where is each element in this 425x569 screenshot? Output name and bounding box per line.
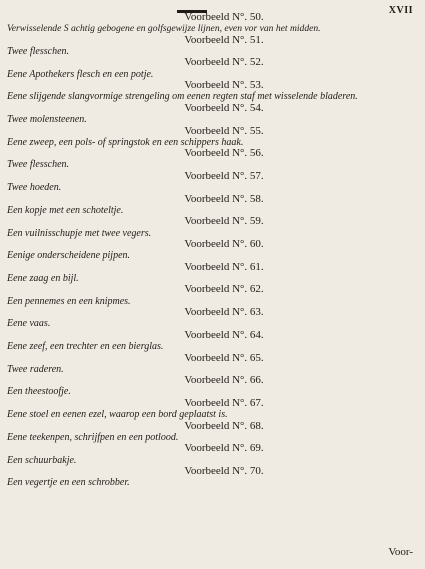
example-heading: Voorbeeld N°. 60. bbox=[184, 238, 264, 251]
list-item bbox=[7, 307, 411, 330]
list-item bbox=[7, 284, 411, 307]
example-heading: Voorbeeld N°. 70. bbox=[184, 465, 264, 478]
example-heading: Voorbeeld N°. 63. bbox=[184, 306, 264, 319]
example-description: Eene slijgende slangvormige strengeling om eenen regten staf met wisselende bladeren. bbox=[7, 91, 358, 103]
example-heading: Voorbeeld N°. 58. bbox=[184, 192, 264, 205]
example-description: Twee molensteenen. bbox=[7, 114, 87, 126]
example-heading: Voorbeeld N°. 68. bbox=[184, 419, 264, 432]
example-description: Eene zweep, een pols- of springstok en een schippers haak. bbox=[7, 136, 244, 148]
list-item bbox=[7, 194, 411, 217]
list-item bbox=[7, 103, 411, 126]
list-item bbox=[7, 239, 411, 262]
example-description: Twee flesschen. bbox=[7, 159, 70, 171]
example-description: Een schuurbakje. bbox=[7, 454, 77, 466]
example-description: Eene Apothekers flesch en een potje. bbox=[7, 68, 154, 80]
list-item bbox=[7, 421, 411, 444]
example-heading: Voorbeeld N°. 62. bbox=[184, 283, 264, 296]
example-heading: Voorbeeld N°. 51. bbox=[184, 33, 264, 46]
example-heading: Voorbeeld N°. 61. bbox=[184, 260, 264, 273]
example-description: Eene teekenpen, schrijfpen en een potlood. bbox=[7, 431, 179, 443]
example-description: Een pennemes en een knipmes. bbox=[7, 295, 131, 307]
list-item bbox=[7, 148, 411, 171]
example-heading: Voorbeeld N°. 50. bbox=[184, 11, 264, 23]
list-item bbox=[7, 443, 411, 466]
example-heading: Voorbeeld N°. 65. bbox=[184, 351, 264, 364]
list-item bbox=[7, 398, 411, 421]
example-heading: Voorbeeld N°. 54. bbox=[184, 101, 264, 114]
list-item bbox=[7, 35, 411, 58]
example-description: Eene stoel en eenen ezel, waarop een bord geplaatst is. bbox=[7, 409, 228, 421]
list-item bbox=[7, 12, 411, 35]
list-item bbox=[7, 126, 411, 149]
example-description: Een vuilnisschupje met twee vegers. bbox=[7, 227, 152, 239]
example-heading: Voorbeeld N°. 66. bbox=[184, 374, 264, 387]
example-heading: Voorbeeld N°. 64. bbox=[184, 328, 264, 341]
example-heading: Voorbeeld N°. 55. bbox=[184, 124, 264, 137]
example-description: Een vegertje en een schrobber. bbox=[7, 477, 130, 489]
list-item bbox=[7, 80, 411, 103]
list-item bbox=[7, 262, 411, 285]
example-description: Twee hoeden. bbox=[7, 182, 62, 194]
list-item bbox=[7, 375, 411, 398]
example-heading: Voorbeeld N°. 56. bbox=[184, 147, 264, 160]
list-item bbox=[7, 466, 411, 489]
example-heading: Voorbeeld N°. 53. bbox=[184, 79, 264, 92]
example-description: Twee flesschen. bbox=[7, 45, 70, 57]
example-description: Verwisselende S achtig gebogene en golfsgewijze lijnen, even vor van het midden. bbox=[7, 23, 321, 35]
page-number: XVII bbox=[388, 5, 413, 16]
example-description: Eene zeef, een trechter en een bierglas. bbox=[7, 341, 164, 353]
example-list bbox=[7, 12, 411, 489]
example-description: Eenige onderscheidene pijpen. bbox=[7, 250, 131, 262]
example-heading: Voorbeeld N°. 67. bbox=[184, 396, 264, 409]
list-item bbox=[7, 171, 411, 194]
catchword: Voor- bbox=[388, 546, 413, 558]
example-heading: Voorbeeld N°. 52. bbox=[184, 56, 264, 69]
example-description: Eene zaag en bijl. bbox=[7, 272, 79, 284]
list-item bbox=[7, 216, 411, 239]
list-item bbox=[7, 330, 411, 353]
example-description: Eene vaas. bbox=[7, 318, 51, 330]
example-heading: Voorbeeld N°. 57. bbox=[184, 169, 264, 182]
list-item bbox=[7, 353, 411, 376]
example-heading: Voorbeeld N°. 59. bbox=[184, 215, 264, 228]
list-item bbox=[7, 57, 411, 80]
example-description: Een kopje met een schoteltje. bbox=[7, 204, 124, 216]
example-description: Een theestoofje. bbox=[7, 386, 71, 398]
example-heading: Voorbeeld N°. 69. bbox=[184, 442, 264, 455]
example-description: Twee raderen. bbox=[7, 363, 64, 375]
